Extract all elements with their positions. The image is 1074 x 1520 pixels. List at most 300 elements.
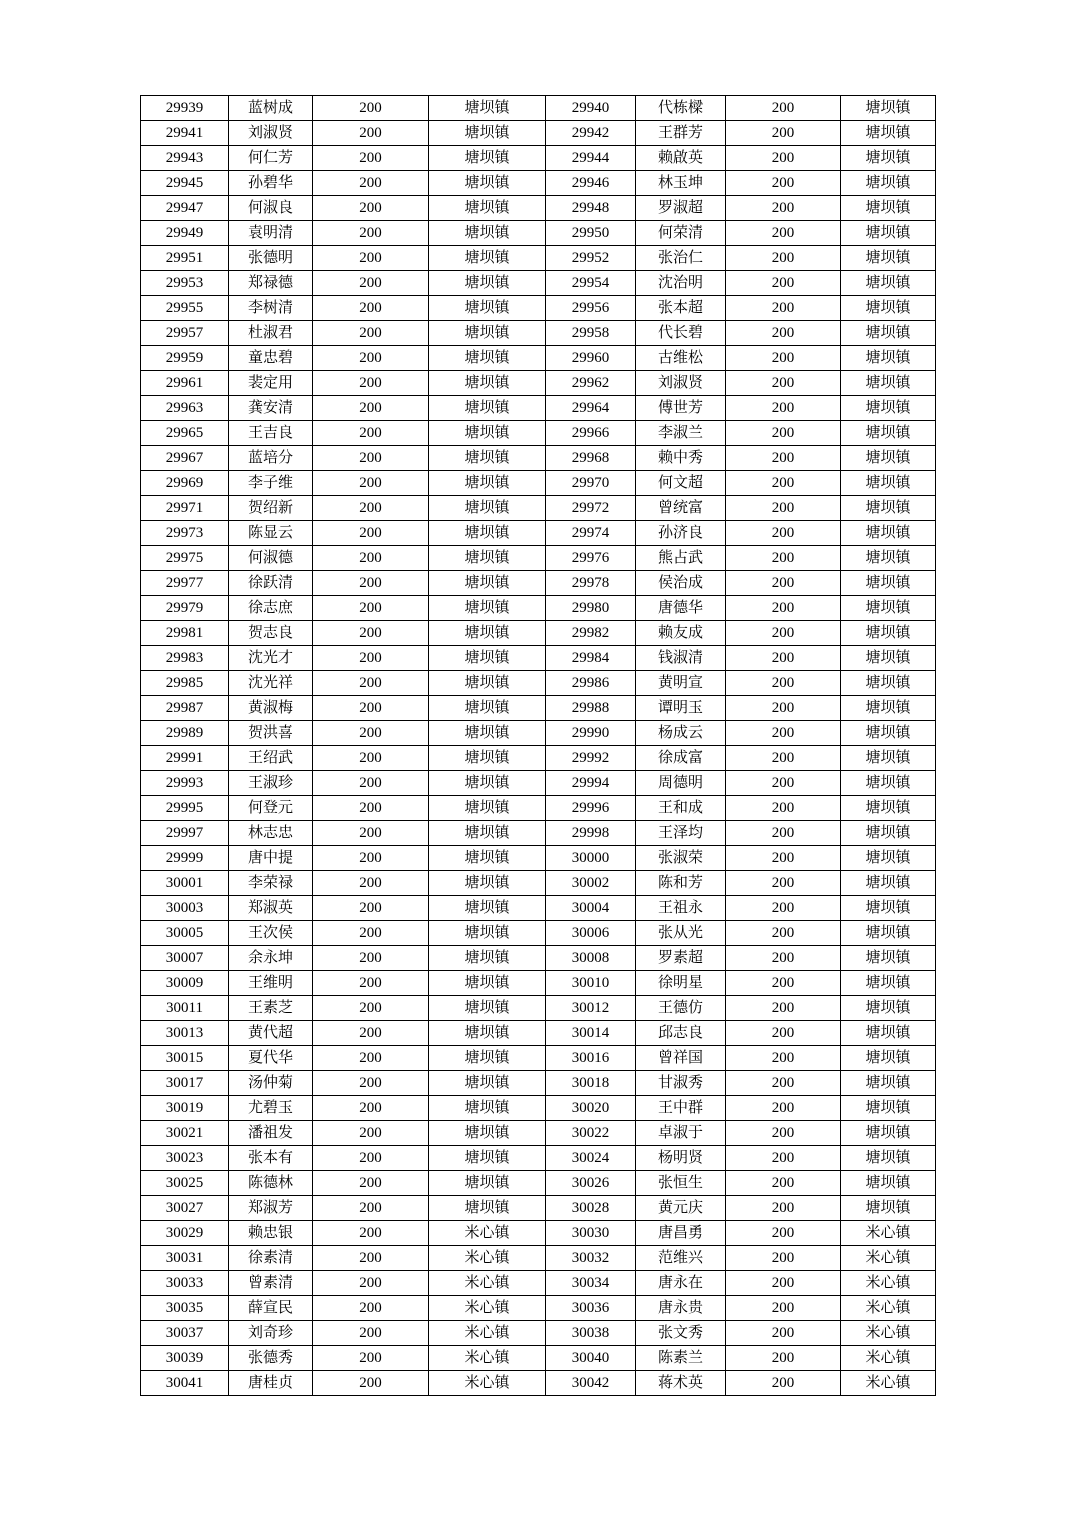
- name-cell: 黄元庆: [636, 1196, 726, 1221]
- amount-cell: 200: [313, 996, 429, 1021]
- name-cell: 徐成富: [636, 746, 726, 771]
- id-cell: 29985: [141, 671, 229, 696]
- town-cell: 米心镇: [841, 1271, 936, 1296]
- name-cell: 孙碧华: [229, 171, 313, 196]
- id-cell: 29960: [546, 346, 636, 371]
- id-cell: 29968: [546, 446, 636, 471]
- id-cell: 29967: [141, 446, 229, 471]
- id-cell: 29952: [546, 246, 636, 271]
- amount-cell: 200: [726, 1321, 841, 1346]
- name-cell: 何仁芳: [229, 146, 313, 171]
- amount-cell: 200: [726, 1296, 841, 1321]
- id-cell: 29976: [546, 546, 636, 571]
- amount-cell: 200: [726, 1096, 841, 1121]
- amount-cell: 200: [726, 846, 841, 871]
- name-cell: 黄代超: [229, 1021, 313, 1046]
- amount-cell: 200: [313, 1171, 429, 1196]
- table-row: [141, 796, 936, 821]
- name-cell: 唐昌勇: [636, 1221, 726, 1246]
- name-cell: 尤碧玉: [229, 1096, 313, 1121]
- name-cell: 代栋樑: [636, 96, 726, 121]
- town-cell: 塘坝镇: [841, 646, 936, 671]
- table-row: [141, 1046, 936, 1071]
- amount-cell: 200: [313, 896, 429, 921]
- table-row: [141, 1096, 936, 1121]
- town-cell: 塘坝镇: [429, 746, 546, 771]
- town-cell: 塘坝镇: [429, 1196, 546, 1221]
- name-cell: 唐中提: [229, 846, 313, 871]
- name-cell: 刘淑贤: [229, 121, 313, 146]
- table-row: [141, 671, 936, 696]
- town-cell: 塘坝镇: [429, 721, 546, 746]
- town-cell: 塘坝镇: [429, 1046, 546, 1071]
- town-cell: 米心镇: [841, 1296, 936, 1321]
- id-cell: 30009: [141, 971, 229, 996]
- name-cell: 李树清: [229, 296, 313, 321]
- table-row: [141, 896, 936, 921]
- id-cell: 29940: [546, 96, 636, 121]
- name-cell: 张德明: [229, 246, 313, 271]
- id-cell: 30018: [546, 1071, 636, 1096]
- id-cell: 29955: [141, 296, 229, 321]
- amount-cell: 200: [313, 421, 429, 446]
- name-cell: 何荣清: [636, 221, 726, 246]
- town-cell: 塘坝镇: [429, 696, 546, 721]
- town-cell: 塘坝镇: [429, 571, 546, 596]
- town-cell: 塘坝镇: [841, 721, 936, 746]
- name-cell: 甘淑秀: [636, 1071, 726, 1096]
- amount-cell: 200: [313, 446, 429, 471]
- town-cell: 塘坝镇: [429, 321, 546, 346]
- name-cell: 王中群: [636, 1096, 726, 1121]
- name-cell: 唐桂贞: [229, 1371, 313, 1396]
- name-cell: 邱志良: [636, 1021, 726, 1046]
- amount-cell: 200: [313, 146, 429, 171]
- amount-cell: 200: [726, 1246, 841, 1271]
- name-cell: 童忠碧: [229, 346, 313, 371]
- amount-cell: 200: [726, 971, 841, 996]
- town-cell: 塘坝镇: [841, 1071, 936, 1096]
- town-cell: 塘坝镇: [429, 1071, 546, 1096]
- town-cell: 塘坝镇: [429, 946, 546, 971]
- table-row: [141, 946, 936, 971]
- town-cell: 塘坝镇: [841, 1121, 936, 1146]
- name-cell: 王群芳: [636, 121, 726, 146]
- id-cell: 30010: [546, 971, 636, 996]
- id-cell: 29944: [546, 146, 636, 171]
- amount-cell: 200: [313, 1321, 429, 1346]
- payment-roster-table: [140, 95, 936, 1396]
- id-cell: 29970: [546, 471, 636, 496]
- amount-cell: 200: [726, 871, 841, 896]
- table-row: [141, 546, 936, 571]
- table-row: [141, 771, 936, 796]
- amount-cell: 200: [726, 446, 841, 471]
- table-row: [141, 321, 936, 346]
- town-cell: 塘坝镇: [841, 1046, 936, 1071]
- table-row: [141, 1021, 936, 1046]
- town-cell: 塘坝镇: [429, 446, 546, 471]
- amount-cell: 200: [726, 796, 841, 821]
- name-cell: 谭明玉: [636, 696, 726, 721]
- amount-cell: 200: [726, 521, 841, 546]
- id-cell: 29988: [546, 696, 636, 721]
- amount-cell: 200: [726, 1196, 841, 1221]
- amount-cell: 200: [726, 821, 841, 846]
- id-cell: 30039: [141, 1346, 229, 1371]
- table-row: [141, 171, 936, 196]
- id-cell: 29942: [546, 121, 636, 146]
- id-cell: 30007: [141, 946, 229, 971]
- town-cell: 塘坝镇: [429, 396, 546, 421]
- town-cell: 塘坝镇: [429, 921, 546, 946]
- id-cell: 30001: [141, 871, 229, 896]
- amount-cell: 200: [726, 1171, 841, 1196]
- name-cell: 罗素超: [636, 946, 726, 971]
- name-cell: 王素芝: [229, 996, 313, 1021]
- id-cell: 29977: [141, 571, 229, 596]
- name-cell: 曾统富: [636, 496, 726, 521]
- town-cell: 塘坝镇: [841, 971, 936, 996]
- town-cell: 米心镇: [841, 1221, 936, 1246]
- table-row: [141, 1071, 936, 1096]
- id-cell: 29979: [141, 596, 229, 621]
- id-cell: 29983: [141, 646, 229, 671]
- name-cell: 陈和芳: [636, 871, 726, 896]
- table-row: [141, 1146, 936, 1171]
- id-cell: 30026: [546, 1171, 636, 1196]
- amount-cell: 200: [313, 1146, 429, 1171]
- id-cell: 30027: [141, 1196, 229, 1221]
- amount-cell: 200: [726, 1046, 841, 1071]
- name-cell: 傅世芳: [636, 396, 726, 421]
- name-cell: 徐跃清: [229, 571, 313, 596]
- name-cell: 张从光: [636, 921, 726, 946]
- amount-cell: 200: [313, 1046, 429, 1071]
- amount-cell: 200: [726, 271, 841, 296]
- id-cell: 30034: [546, 1271, 636, 1296]
- name-cell: 徐素清: [229, 1246, 313, 1271]
- id-cell: 30028: [546, 1196, 636, 1221]
- name-cell: 裴定用: [229, 371, 313, 396]
- amount-cell: 200: [313, 796, 429, 821]
- id-cell: 30003: [141, 896, 229, 921]
- id-cell: 30004: [546, 896, 636, 921]
- amount-cell: 200: [726, 946, 841, 971]
- name-cell: 罗淑超: [636, 196, 726, 221]
- id-cell: 30032: [546, 1246, 636, 1271]
- town-cell: 米心镇: [429, 1246, 546, 1271]
- name-cell: 袁明清: [229, 221, 313, 246]
- town-cell: 塘坝镇: [429, 371, 546, 396]
- name-cell: 贺洪喜: [229, 721, 313, 746]
- name-cell: 唐永贵: [636, 1296, 726, 1321]
- name-cell: 沈光祥: [229, 671, 313, 696]
- id-cell: 30015: [141, 1046, 229, 1071]
- table-row: [141, 646, 936, 671]
- town-cell: 塘坝镇: [841, 171, 936, 196]
- table-row: [141, 396, 936, 421]
- amount-cell: 200: [726, 371, 841, 396]
- amount-cell: 200: [313, 321, 429, 346]
- name-cell: 杨明贤: [636, 1146, 726, 1171]
- table-row: [141, 746, 936, 771]
- town-cell: 塘坝镇: [429, 471, 546, 496]
- town-cell: 塘坝镇: [429, 296, 546, 321]
- id-cell: 30024: [546, 1146, 636, 1171]
- id-cell: 29951: [141, 246, 229, 271]
- name-cell: 汤仲菊: [229, 1071, 313, 1096]
- amount-cell: 200: [726, 921, 841, 946]
- town-cell: 塘坝镇: [841, 1096, 936, 1121]
- name-cell: 李荣禄: [229, 871, 313, 896]
- name-cell: 古维松: [636, 346, 726, 371]
- table-row: [141, 121, 936, 146]
- amount-cell: 200: [313, 646, 429, 671]
- amount-cell: 200: [726, 146, 841, 171]
- table-body: [141, 96, 936, 1396]
- amount-cell: 200: [313, 546, 429, 571]
- name-cell: 薛宣民: [229, 1296, 313, 1321]
- name-cell: 黄明宣: [636, 671, 726, 696]
- id-cell: 29980: [546, 596, 636, 621]
- id-cell: 30025: [141, 1171, 229, 1196]
- town-cell: 米心镇: [429, 1371, 546, 1396]
- town-cell: 塘坝镇: [841, 321, 936, 346]
- amount-cell: 200: [726, 1071, 841, 1096]
- town-cell: 塘坝镇: [429, 96, 546, 121]
- id-cell: 29978: [546, 571, 636, 596]
- amount-cell: 200: [313, 1121, 429, 1146]
- name-cell: 杨成云: [636, 721, 726, 746]
- id-cell: 29969: [141, 471, 229, 496]
- amount-cell: 200: [313, 296, 429, 321]
- town-cell: 塘坝镇: [429, 521, 546, 546]
- id-cell: 30040: [546, 1346, 636, 1371]
- id-cell: 30020: [546, 1096, 636, 1121]
- amount-cell: 200: [313, 771, 429, 796]
- id-cell: 30029: [141, 1221, 229, 1246]
- id-cell: 29989: [141, 721, 229, 746]
- amount-cell: 200: [726, 171, 841, 196]
- table-row: [141, 271, 936, 296]
- table-row: [141, 471, 936, 496]
- amount-cell: 200: [726, 1121, 841, 1146]
- name-cell: 蓝树成: [229, 96, 313, 121]
- id-cell: 29948: [546, 196, 636, 221]
- name-cell: 张文秀: [636, 1321, 726, 1346]
- town-cell: 塘坝镇: [429, 221, 546, 246]
- amount-cell: 200: [726, 721, 841, 746]
- id-cell: 29997: [141, 821, 229, 846]
- amount-cell: 200: [726, 996, 841, 1021]
- amount-cell: 200: [313, 746, 429, 771]
- id-cell: 30031: [141, 1246, 229, 1271]
- town-cell: 塘坝镇: [429, 346, 546, 371]
- town-cell: 塘坝镇: [841, 271, 936, 296]
- id-cell: 29986: [546, 671, 636, 696]
- table-row: [141, 371, 936, 396]
- name-cell: 陈素兰: [636, 1346, 726, 1371]
- name-cell: 王泽均: [636, 821, 726, 846]
- amount-cell: 200: [726, 421, 841, 446]
- id-cell: 30030: [546, 1221, 636, 1246]
- name-cell: 贺志良: [229, 621, 313, 646]
- amount-cell: 200: [726, 771, 841, 796]
- id-cell: 30013: [141, 1021, 229, 1046]
- table-row: [141, 196, 936, 221]
- amount-cell: 200: [313, 921, 429, 946]
- name-cell: 唐永在: [636, 1271, 726, 1296]
- amount-cell: 200: [313, 271, 429, 296]
- amount-cell: 200: [726, 1346, 841, 1371]
- table-row: [141, 1371, 936, 1396]
- town-cell: 塘坝镇: [429, 671, 546, 696]
- name-cell: 黄淑梅: [229, 696, 313, 721]
- town-cell: 塘坝镇: [841, 421, 936, 446]
- id-cell: 29987: [141, 696, 229, 721]
- table-row: [141, 621, 936, 646]
- amount-cell: 200: [726, 246, 841, 271]
- id-cell: 29966: [546, 421, 636, 446]
- id-cell: 30008: [546, 946, 636, 971]
- id-cell: 30006: [546, 921, 636, 946]
- amount-cell: 200: [726, 221, 841, 246]
- id-cell: 30033: [141, 1271, 229, 1296]
- town-cell: 米心镇: [841, 1371, 936, 1396]
- town-cell: 米心镇: [429, 1296, 546, 1321]
- amount-cell: 200: [726, 496, 841, 521]
- name-cell: 张德秀: [229, 1346, 313, 1371]
- id-cell: 30019: [141, 1096, 229, 1121]
- amount-cell: 200: [726, 296, 841, 321]
- amount-cell: 200: [726, 96, 841, 121]
- name-cell: 王次侯: [229, 921, 313, 946]
- amount-cell: 200: [726, 121, 841, 146]
- name-cell: 余永坤: [229, 946, 313, 971]
- name-cell: 钱淑清: [636, 646, 726, 671]
- table-row: [141, 346, 936, 371]
- id-cell: 30023: [141, 1146, 229, 1171]
- town-cell: 塘坝镇: [841, 121, 936, 146]
- town-cell: 塘坝镇: [841, 196, 936, 221]
- id-cell: 30011: [141, 996, 229, 1021]
- name-cell: 赖友成: [636, 621, 726, 646]
- table-row: [141, 596, 936, 621]
- id-cell: 30016: [546, 1046, 636, 1071]
- name-cell: 代长碧: [636, 321, 726, 346]
- town-cell: 塘坝镇: [429, 971, 546, 996]
- town-cell: 塘坝镇: [841, 246, 936, 271]
- table-row: [141, 1271, 936, 1296]
- name-cell: 刘奇珍: [229, 1321, 313, 1346]
- town-cell: 塘坝镇: [841, 571, 936, 596]
- id-cell: 30042: [546, 1371, 636, 1396]
- town-cell: 米心镇: [841, 1246, 936, 1271]
- id-cell: 30037: [141, 1321, 229, 1346]
- town-cell: 塘坝镇: [429, 271, 546, 296]
- town-cell: 塘坝镇: [429, 121, 546, 146]
- table-row: [141, 1321, 936, 1346]
- table-row: [141, 446, 936, 471]
- name-cell: 李子维: [229, 471, 313, 496]
- name-cell: 蒋术英: [636, 1371, 726, 1396]
- name-cell: 赖忠银: [229, 1221, 313, 1246]
- id-cell: 29953: [141, 271, 229, 296]
- table-row: [141, 571, 936, 596]
- table-row: [141, 821, 936, 846]
- town-cell: 塘坝镇: [841, 1196, 936, 1221]
- id-cell: 29947: [141, 196, 229, 221]
- amount-cell: 200: [313, 696, 429, 721]
- name-cell: 曾祥国: [636, 1046, 726, 1071]
- id-cell: 29981: [141, 621, 229, 646]
- id-cell: 30017: [141, 1071, 229, 1096]
- amount-cell: 200: [313, 121, 429, 146]
- id-cell: 29950: [546, 221, 636, 246]
- amount-cell: 200: [726, 896, 841, 921]
- table-row: [141, 721, 936, 746]
- town-cell: 塘坝镇: [841, 946, 936, 971]
- town-cell: 塘坝镇: [841, 296, 936, 321]
- name-cell: 潘祖发: [229, 1121, 313, 1146]
- name-cell: 沈治明: [636, 271, 726, 296]
- amount-cell: 200: [313, 171, 429, 196]
- amount-cell: 200: [313, 396, 429, 421]
- name-cell: 王德仿: [636, 996, 726, 1021]
- id-cell: 30041: [141, 1371, 229, 1396]
- table-row: [141, 1221, 936, 1246]
- amount-cell: 200: [726, 671, 841, 696]
- id-cell: 30002: [546, 871, 636, 896]
- table-row: [141, 996, 936, 1021]
- table-row: [141, 1346, 936, 1371]
- town-cell: 塘坝镇: [841, 896, 936, 921]
- name-cell: 周德明: [636, 771, 726, 796]
- name-cell: 王祖永: [636, 896, 726, 921]
- amount-cell: 200: [726, 571, 841, 596]
- town-cell: 米心镇: [841, 1321, 936, 1346]
- name-cell: 龚安清: [229, 396, 313, 421]
- table-row: [141, 1296, 936, 1321]
- amount-cell: 200: [726, 1146, 841, 1171]
- id-cell: 30014: [546, 1021, 636, 1046]
- id-cell: 29957: [141, 321, 229, 346]
- town-cell: 塘坝镇: [429, 421, 546, 446]
- id-cell: 29946: [546, 171, 636, 196]
- town-cell: 塘坝镇: [429, 596, 546, 621]
- amount-cell: 200: [313, 671, 429, 696]
- amount-cell: 200: [726, 396, 841, 421]
- amount-cell: 200: [313, 221, 429, 246]
- amount-cell: 200: [726, 546, 841, 571]
- town-cell: 塘坝镇: [429, 896, 546, 921]
- name-cell: 郑淑英: [229, 896, 313, 921]
- town-cell: 塘坝镇: [841, 846, 936, 871]
- town-cell: 塘坝镇: [429, 496, 546, 521]
- amount-cell: 200: [726, 1371, 841, 1396]
- amount-cell: 200: [726, 746, 841, 771]
- amount-cell: 200: [726, 596, 841, 621]
- town-cell: 塘坝镇: [841, 521, 936, 546]
- name-cell: 林玉坤: [636, 171, 726, 196]
- id-cell: 29945: [141, 171, 229, 196]
- table-row: [141, 971, 936, 996]
- table-row: [141, 221, 936, 246]
- town-cell: 塘坝镇: [841, 1021, 936, 1046]
- name-cell: 蓝培分: [229, 446, 313, 471]
- town-cell: 塘坝镇: [429, 196, 546, 221]
